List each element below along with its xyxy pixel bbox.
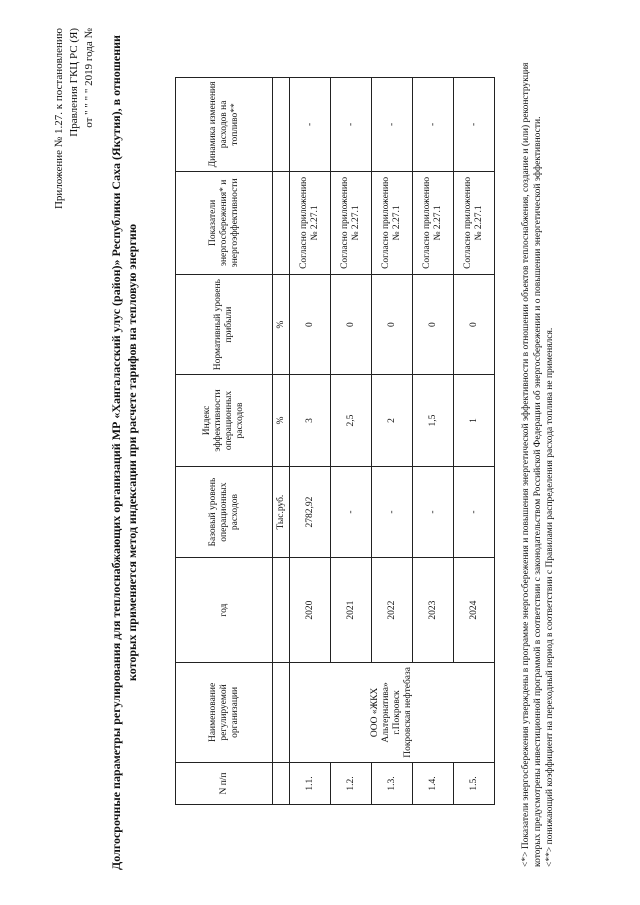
row-profit: 0 xyxy=(413,275,454,375)
row-profit: 0 xyxy=(454,275,495,375)
approval-line-3: от " " " " 2019 года № xyxy=(83,28,95,128)
units-cell-empty xyxy=(273,763,290,805)
row-index: 3 xyxy=(290,375,331,467)
header-efficiency-index: Индекс эффективности операционных расходов xyxy=(176,375,273,467)
units-profit: % xyxy=(273,275,290,375)
row-base: - xyxy=(331,466,372,558)
header-fuel-dynamics: Динамика изменения расходов на топливо** xyxy=(176,78,273,172)
header-base-opex: Базовый уровень операционных расходов xyxy=(176,466,273,558)
row-index: 1,5 xyxy=(413,375,454,467)
approval-line-1: Приложение № 1.27. к постановлению xyxy=(53,28,65,210)
row-energy: Согласно приложению № 2.27.1 xyxy=(372,171,413,274)
row-num: 1.2. xyxy=(331,763,372,805)
units-cell-empty xyxy=(273,171,290,274)
row-index: 1 xyxy=(454,375,495,467)
row-year: 2023 xyxy=(413,558,454,662)
units-cell-empty xyxy=(273,78,290,172)
row-energy: Согласно приложению № 2.27.1 xyxy=(290,171,331,274)
row-dynamics: - xyxy=(372,78,413,172)
row-num: 1.5. xyxy=(454,763,495,805)
row-year: 2024 xyxy=(454,558,495,662)
units-base: Тыс.руб. xyxy=(273,466,290,558)
header-energy-saving: Показатели энергосбережения* и энергоэффективности xyxy=(176,171,273,274)
header-organization: Наименование регулируемой организации xyxy=(176,662,273,762)
row-energy: Согласно приложению № 2.27.1 xyxy=(454,171,495,274)
row-year: 2020 xyxy=(290,558,331,662)
document-title: Долгосрочные параметры регулирования для теплоснабжающих организаций МР «Хангаласский улус (район)» Республики Саха (Якутия), в отношении которых применяется метод индексации при расчете тарифов на тепловую энергию xyxy=(109,35,139,870)
units-cell-empty xyxy=(273,558,290,662)
approval-line-2: Правления ГКЦ РС (Я) xyxy=(68,28,80,137)
header-year: год xyxy=(176,558,273,662)
table-units-row xyxy=(273,78,290,805)
row-num: 1.1. xyxy=(290,763,331,805)
row-num: 1.3. xyxy=(372,763,413,805)
units-index: % xyxy=(273,375,290,467)
row-index: 2,5 xyxy=(331,375,372,467)
row-base: 2782,92 xyxy=(290,466,331,558)
row-index: 2 xyxy=(372,375,413,467)
row-energy: Согласно приложению № 2.27.1 xyxy=(331,171,372,274)
row-dynamics: - xyxy=(290,78,331,172)
row-num: 1.4. xyxy=(413,763,454,805)
parameters-table xyxy=(175,77,495,805)
approval-block xyxy=(52,28,97,328)
row-profit: 0 xyxy=(290,275,331,375)
row-dynamics: - xyxy=(454,78,495,172)
row-profit: 0 xyxy=(372,275,413,375)
table-row xyxy=(290,78,331,805)
footnote-fuel-coefficient: <**> понижающий коэффициент на переходный период в соответствии с Правилами распределения расхода топлива не применялся. xyxy=(545,327,555,867)
footnotes xyxy=(520,40,556,867)
row-dynamics: - xyxy=(331,78,372,172)
row-year: 2022 xyxy=(372,558,413,662)
footnote-energy-saving: <*> Показатели энергосбережения утверждены в программе энергосбережения и повышения энергетической эффективности в отношении объектов теплоснабжения, создание и (или) реконструкция которых предусмотрены инвестиционной программой в соответствии с законодательством Российской Федерации об энергосбережении и о повышении энергетической эффективности. xyxy=(521,62,543,867)
units-cell-empty xyxy=(273,662,290,762)
table-header-row xyxy=(176,78,273,805)
header-profit-level: Нормативный уровень прибыли xyxy=(176,275,273,375)
row-dynamics: - xyxy=(413,78,454,172)
row-base: - xyxy=(454,466,495,558)
organization-name: ООО «ЖКХ Альтернатива» г.Покровск Покровская нефтебаза xyxy=(290,662,495,762)
row-base: - xyxy=(413,466,454,558)
row-profit: 0 xyxy=(331,275,372,375)
row-energy: Согласно приложению № 2.27.1 xyxy=(413,171,454,274)
row-base: - xyxy=(372,466,413,558)
row-year: 2021 xyxy=(331,558,372,662)
header-num: N п/п xyxy=(176,763,273,805)
